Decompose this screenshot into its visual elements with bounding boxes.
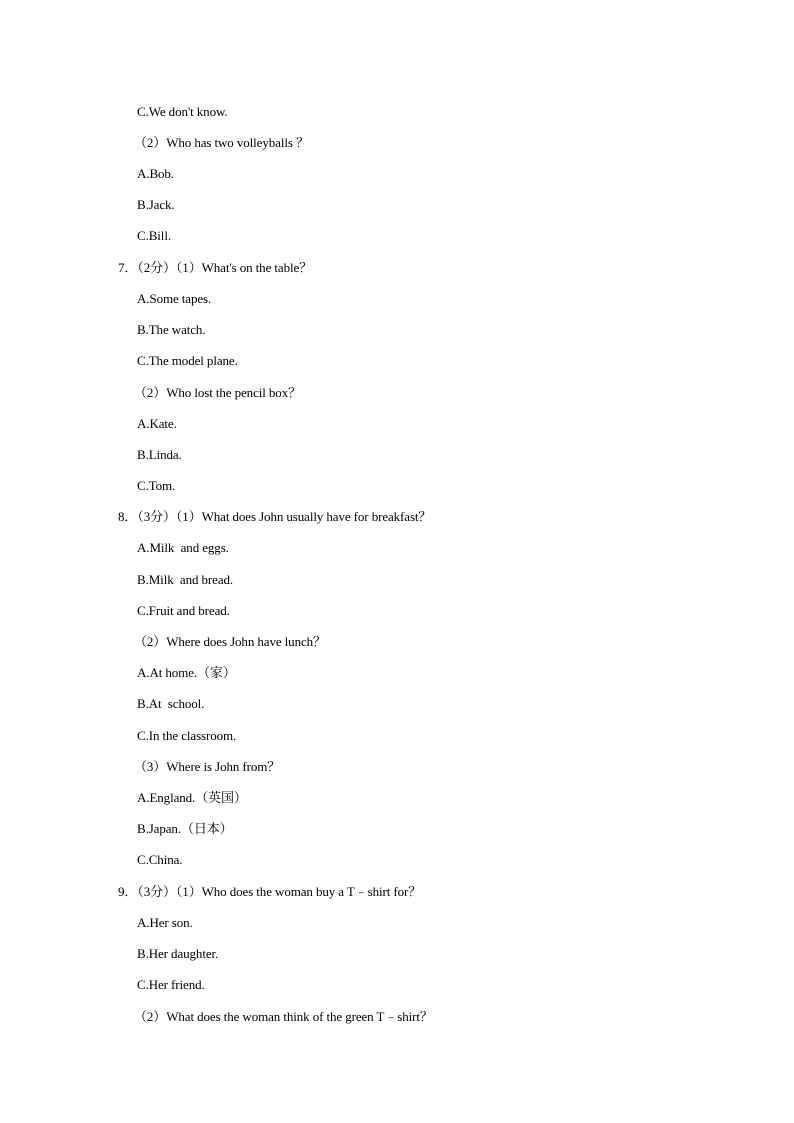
- sub-question-line: （2）Who lost the pencil box？: [134, 385, 301, 400]
- option-line: C.China.: [137, 852, 183, 867]
- option-line: C.The model plane.: [137, 353, 238, 368]
- question-line: 7．（2分）（1）What's on the table？: [118, 260, 313, 275]
- option-line: A.Milk and eggs.: [137, 540, 229, 555]
- option-line: B.Linda.: [137, 447, 182, 462]
- sub-question-line: （2）Who has two volleyballs ？: [134, 135, 309, 150]
- option-line: B.Milk and bread.: [137, 572, 234, 587]
- option-line: A.Kate.: [137, 416, 177, 431]
- option-line: B.The watch.: [137, 322, 206, 337]
- sub-question-line: （3）Where is John from？: [134, 759, 281, 774]
- sub-question-line: （2）Where does John have lunch？: [134, 634, 326, 649]
- option-line: C.Bill.: [137, 228, 171, 243]
- option-line: A.Bob.: [137, 166, 174, 181]
- option-line: C.In the classroom.: [137, 728, 237, 743]
- option-line: C.Fruit and bread.: [137, 603, 230, 618]
- option-line: B.Her daughter.: [137, 946, 219, 961]
- option-line: C.Her friend.: [137, 977, 205, 992]
- option-line: B.Japan.（日本）: [137, 821, 233, 836]
- option-line: A.Her son.: [137, 915, 193, 930]
- option-line: B.Jack.: [137, 197, 175, 212]
- option-line: A.England.（英国）: [137, 790, 247, 805]
- option-line: A.Some tapes.: [137, 291, 212, 306]
- sub-question-line: （2）What does the woman think of the green T﹣shirt？: [134, 1009, 433, 1024]
- option-line: C.We don't know.: [137, 104, 228, 119]
- option-line: C.Tom.: [137, 478, 176, 493]
- question-line: 9．（3分）（1）Who does the woman buy a T﹣shirt for？: [118, 884, 422, 899]
- question-line: 8．（3分）（1）What does John usually have for breakfast？: [118, 509, 432, 524]
- option-line: A.At home.（家）: [137, 665, 236, 680]
- option-line: B.At school.: [137, 696, 205, 711]
